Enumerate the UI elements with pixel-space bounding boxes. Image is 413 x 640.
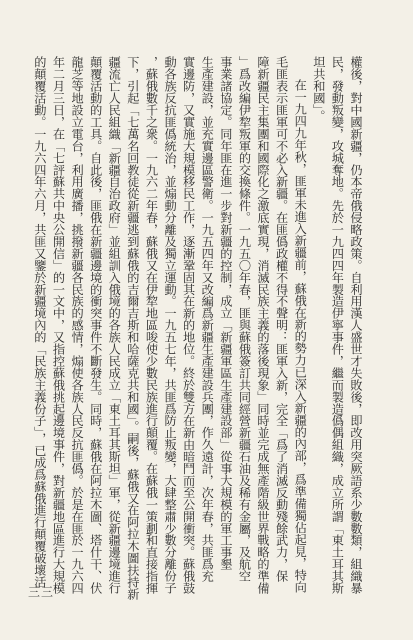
text-column: 疆流亡人民組織「新疆自治政府」並組訓入俄境的各族人民成立「東土耳其斯坦」軍，從新疆邊境進行	[107, 56, 122, 594]
text-column: 顛覆活動的工具。自此後，匪俄在新疆邊境的衝突事件不斷發生。同時，蘇俄在阿拉木圖、塔什干、伏	[88, 56, 103, 594]
text-column: 障新疆民主集團和國際化之激底實現，消滅民族主義的落後現象」同時並完成無產階級世界戰略的準備	[256, 56, 271, 594]
text-column: 毛匪表示匪軍可不必入新疆。在匪僞政權不得不聲明：匪軍入新，完全「爲了消滅反動殘餘武力，保	[274, 56, 289, 582]
text-column: 龍芝等地設立電台，利用廣播，挑撥新疆各民族的感情，煽使各族人民反抗匪僞。於是在匪於一九六四	[70, 56, 85, 594]
text-column: 年二月三日，在「七評蘇共中央公開信」的一文中，又指控蘇俄挑起邊境事件，對新疆地區進行大規模	[51, 56, 66, 594]
text-column: 下，引起「七萬名回教徒從新疆逃到蘇俄的吉爾吉斯和哈薩克共和國」。嗣後，蘇俄又在阿拉木圖扶持新	[125, 56, 140, 600]
text-column: 動各族反抗匪僞統治，並煽動分離及獨立運動。一九五七年，共匪爲防止叛變，大肆整肅少數分離份子	[163, 56, 178, 594]
text-column: 的顛覆活動。一九六四年六月，共匪又鑒於新疆境內的「民族主義份子」，已成爲蘇俄進行顛覆破壞活	[32, 56, 47, 588]
text-column: 權後，對中國新疆，仍本帝俄侵略政策。自利用漢人盛世才失敗後，即改用突厥語系少數數類，組織暴	[349, 56, 363, 594]
text-column: ，蘇俄數千之衆。一九六二年春，蘇俄又在伊犂地區唆使少數民族進行顛覆。在蘇俄一策劃和直接指揮	[144, 56, 159, 594]
text-column: 在一九四九年秋，匪軍未進入新疆前，蘇俄在新的勢力已深入新疆的內部，爲準備獨佔起見，特向	[293, 79, 308, 594]
text-column: 」爲改編伊犂叛軍的交換條件。一九五〇年春，匪與蘇俄簽訂共同經營新疆石油及稀有金屬，及航空	[237, 56, 252, 582]
text-column: 生產建設，並充實邊區警衛。一九五四年又改編爲新疆生產建設兵團，作久遠計，次年春，共匪爲充	[200, 56, 215, 582]
text-column: 實邊防，又實施大規模移民工作，逐漸鞏固其在新的地位。終於雙方在新由暗鬥而至公開衝突。蘇俄鼓	[181, 56, 196, 594]
page-number: 三三	[28, 585, 55, 599]
text-column: 事業諸協定。同年匪在進一步對新疆的控制，成立「新疆軍區生產建設部」從事大規模的軍工事墾	[218, 56, 233, 570]
text-column: 民，發動叛變，攻城奪地。先於一九四四年製造伊寧事件，繼而製造僞偶組織，成立所謂「東土耳其斯	[330, 56, 345, 594]
text-column: 坦共和國」。	[311, 56, 326, 122]
